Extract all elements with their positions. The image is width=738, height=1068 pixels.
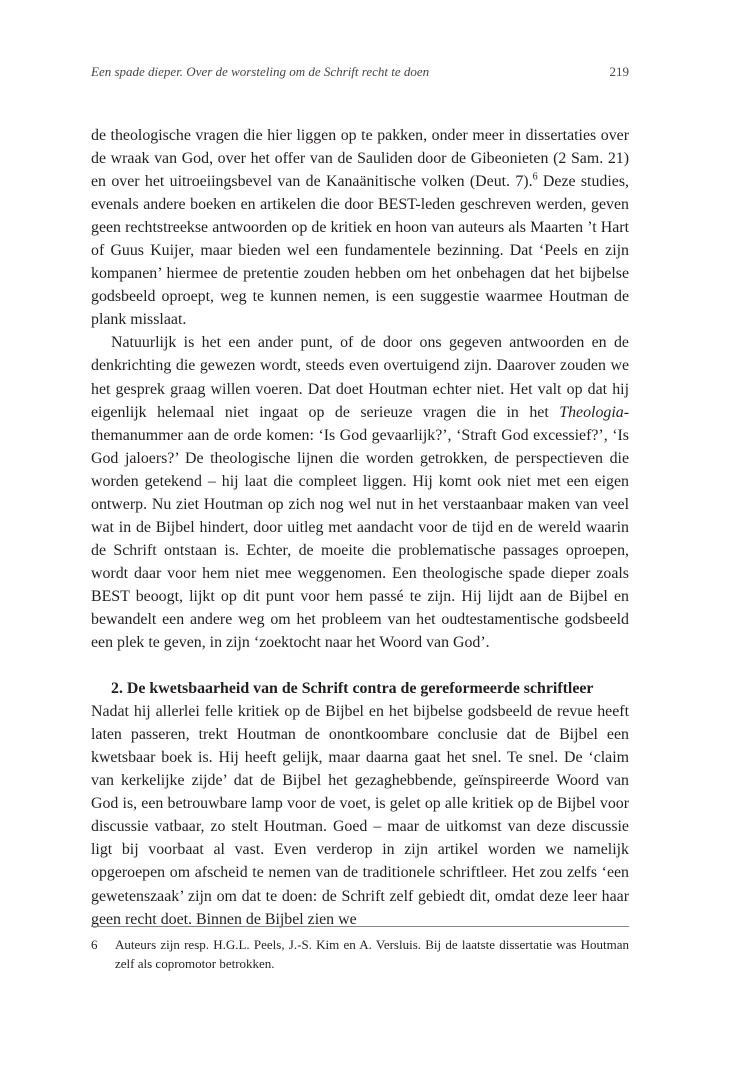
paragraph-1-text-b: Deze studies, evenals andere boeken en artikelen die door BEST-leden geschreven werden, geven geen rechtstreekse antwoorden op de kritiek en hoon van auteurs als Maarten ’t Hart of Guus Kuijer, maar bieden wel een fundamentele bezinning. Dat ‘Peels en zijn kompanen’ hiermee de pretentie zouden hebben om het onbehagen dat het bijbelse godsbeeld oproept, weg te kunnen nemen, is een suggestie waarmee Houtman de plank misslaat. xyxy=(91,173,629,329)
paragraph-1 xyxy=(91,124,629,331)
footnote-text: Auteurs zijn resp. H.G.L. Peels, J.-S. Kim en A. Versluis. Bij de laatste dissertatie was Houtman zelf als copromotor betrokken. xyxy=(115,937,629,971)
paragraph-2-text-b: -themanummer aan de orde komen: ‘Is God gevaarlijk?’, ‘Straft God excessief?’, ‘Is God jaloers?’ De theologische lijnen die worden getrokken, de perspectieven die worden getekend – hij laat die compleet liggen. Hij komt ook niet met een eigen ontwerp. Nu ziet Houtman op zich nog wel nut in het verstaanbaar maken van veel wat in de Bijbel hindert, door uitleg met aandacht voor de tijd en de wereld waarin de Schrift ontstaan is. Echter, de moeite die problematische passages oproepen, wordt daar voor hem niet mee weggenomen. Een theologische spade dieper zoals BEST beoogt, lijkt op dit punt voor hem passé te zijn. Hij lijdt aan de Bijbel en bewandelt een andere weg om het probleem van het oudtestamentische godsbeeld een plek te geven, in zijn ‘zoektocht naar het Woord van God’. xyxy=(91,403,629,652)
paragraph-3: Nadat hij allerlei felle kritiek op de Bijbel en het bijbelse godsbeeld de revue heeft laten passeren, trekt Houtman de onontkoombare conclusie dat de Bijbel een kwetsbaar boek is. Hij heeft gelijk, maar daarna gaat het snel. Te snel. De ‘claim van kerkelijke zijde’ dat de Bijbel het gezaghebbende, geïnspireerde Woord van God is, een betrouwbare lamp voor de voet, is gelet op alle kritiek op de Bijbel voor discussie vatbaar, zo stelt Houtman. Goed – maar de uitkomst van deze discussie ligt bij voorbaat al vast. Even verderop in zijn artikel worden we namelijk opgeroepen om afscheid te nemen van de traditionele schriftleer. Het zou zelfs ‘een gewetenszaak’ zijn om dat te doen: de Schrift zelf gebiedt dit, omdat deze leer haar geen recht doet. Binnen de Bijbel zien we xyxy=(91,703,629,928)
paragraph-1-text-a: de theologische vragen die hier liggen op te pakken, onder meer in dissertaties over de wraak van God, over het offer van de Sauliden door de Gibeonieten (2 Sam. 21) en over het uitroeiingsbevel van de Kanaänitische volken (Deut. 7). xyxy=(91,127,629,191)
footnote-reference[interactable]: 6 xyxy=(532,171,538,183)
main-text xyxy=(91,124,629,931)
page-number: 219 xyxy=(609,64,629,79)
paragraph-2-text-a: Natuurlijk is het een ander punt, of de door ons gegeven antwoorden en de denkrichting die gewezen wordt, steeds even overtuigend zijn. Daarover zouden we het gesprek graag willen voeren. Dat doet Houtman echter niet. Het valt op dat hij eigenlijk helemaal niet ingaat op de serieuze vragen die in het xyxy=(91,334,629,421)
paragraph-2 xyxy=(91,331,629,654)
footnote-divider xyxy=(91,926,629,927)
section-heading: 2. De kwetsbaarheid van de Schrift contra de gereformeerde schriftleer xyxy=(111,680,594,698)
paragraph-2-italic-title: Theologia xyxy=(559,403,624,421)
running-title: Een spade dieper. Over de worsteling om de Schrift recht te doen xyxy=(91,64,430,79)
footnote-number: 6 xyxy=(91,937,98,952)
footnote xyxy=(91,935,629,973)
